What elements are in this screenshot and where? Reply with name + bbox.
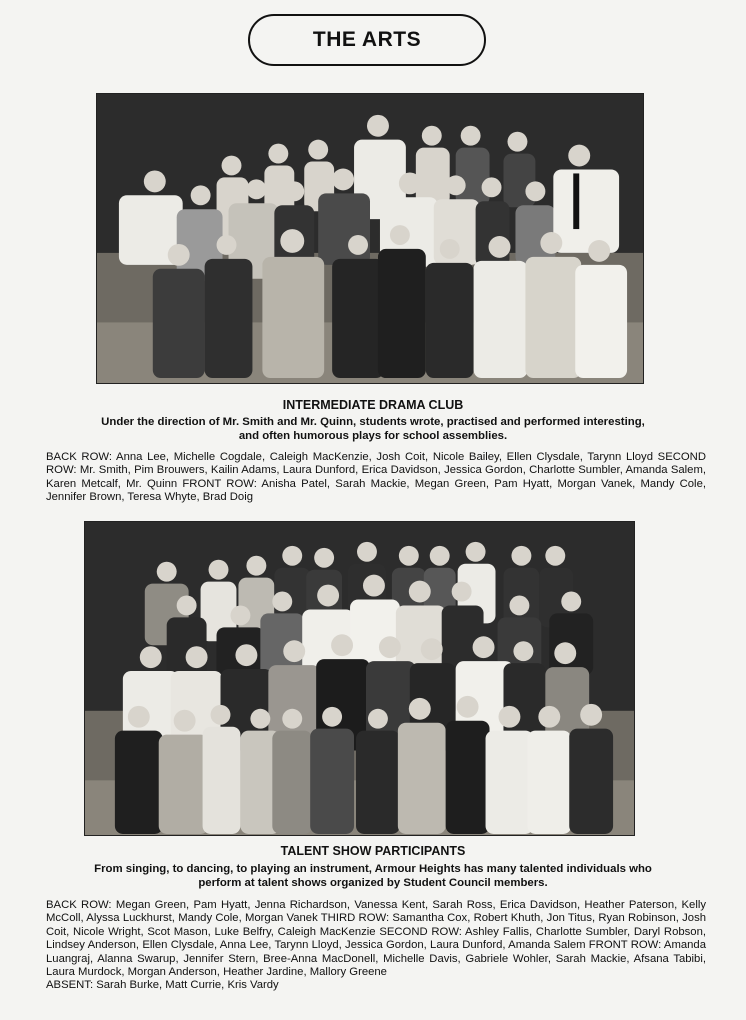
group-photo-drama-club bbox=[96, 93, 644, 384]
caption-drama-club bbox=[60, 415, 686, 443]
absent-list: ABSENT: Sarah Burke, Matt Currie, Kris Vardy bbox=[46, 979, 279, 992]
caption-line-2: and often humorous plays for school assemblies. bbox=[238, 430, 508, 442]
section-heading-talent-show: TALENT SHOW PARTICIPANTS bbox=[280, 844, 466, 858]
page-title: THE ARTS bbox=[248, 14, 486, 66]
caption-line-1: From singing, to dancing, to playing an instrument, Armour Heights has many talented individuals who bbox=[94, 863, 652, 875]
section-heading-drama-club: INTERMEDIATE DRAMA CLUB bbox=[282, 398, 464, 412]
caption-talent-show bbox=[60, 862, 686, 890]
names-talent-show bbox=[46, 899, 706, 993]
names-drama-club: BACK ROW: Anna Lee, Michelle Cogdale, Caleigh MacKenzie, Josh Coit, Nicole Bailey, Ellen Clysdale, Tarynn Lloyd SECOND ROW: Mr. Smith, Pim Brouwers, Kailin Adams, Laura Dunford, Erica Davidson, Jessica Gordon, Charlotte Sumbler, Amanda Salem, Karen Metcalf, Mr. Quinn FRONT ROW: Anisha Patel, Sarah Mackie, Megan Green, Pam Hyatt, Morgan Vanek, Mandy Cole, Jennifer Brown, Teresa Whyte, Brad Doig bbox=[46, 451, 706, 504]
caption-line-2: perform at talent shows organized by Student Council members. bbox=[198, 877, 548, 889]
drama-club-photo-drawing bbox=[97, 94, 643, 383]
names-talent-show-list: BACK ROW: Megan Green, Pam Hyatt, Jenna Richardson, Vanessa Kent, Sarah Ross, Erica Davidson, Heather Paterson, Kelly McColl, Alyssa Luckhurst, Mandy Cole, Morgan Vanek THIRD ROW: Samantha Cox, Robert Khuth, Jon Titus, Ryan Robinson, Josh Coit, Nicole Wright, Scot Mason, Luke Belfry, Caleigh MacKenzie SECOND ROW: Ashley Fallis, Charlotte Sumbler, Daryl Robson, Lindsey Anderson, Ellen Clysdale, Anna Lee, Tarynn Lloyd, Jessica Gordon, Laura Dunford, Amanda Salem FRONT ROW: Amanda Luangraj, Alanna Swarup, Jennifer Stern, Bree-Anna MacDonell, Michelle Davis, Gabriele Wohler, Sarah Mackie, Afsana Tabibi, Laura Murdock, Morgan Anderson, Heather Jardine, Mallory Greene bbox=[46, 899, 706, 979]
group-photo-talent-show bbox=[84, 521, 635, 836]
talent-show-photo-drawing bbox=[85, 522, 634, 835]
caption-line-1: Under the direction of Mr. Smith and Mr. Quinn, students wrote, practised and performed interesting, bbox=[101, 416, 645, 428]
